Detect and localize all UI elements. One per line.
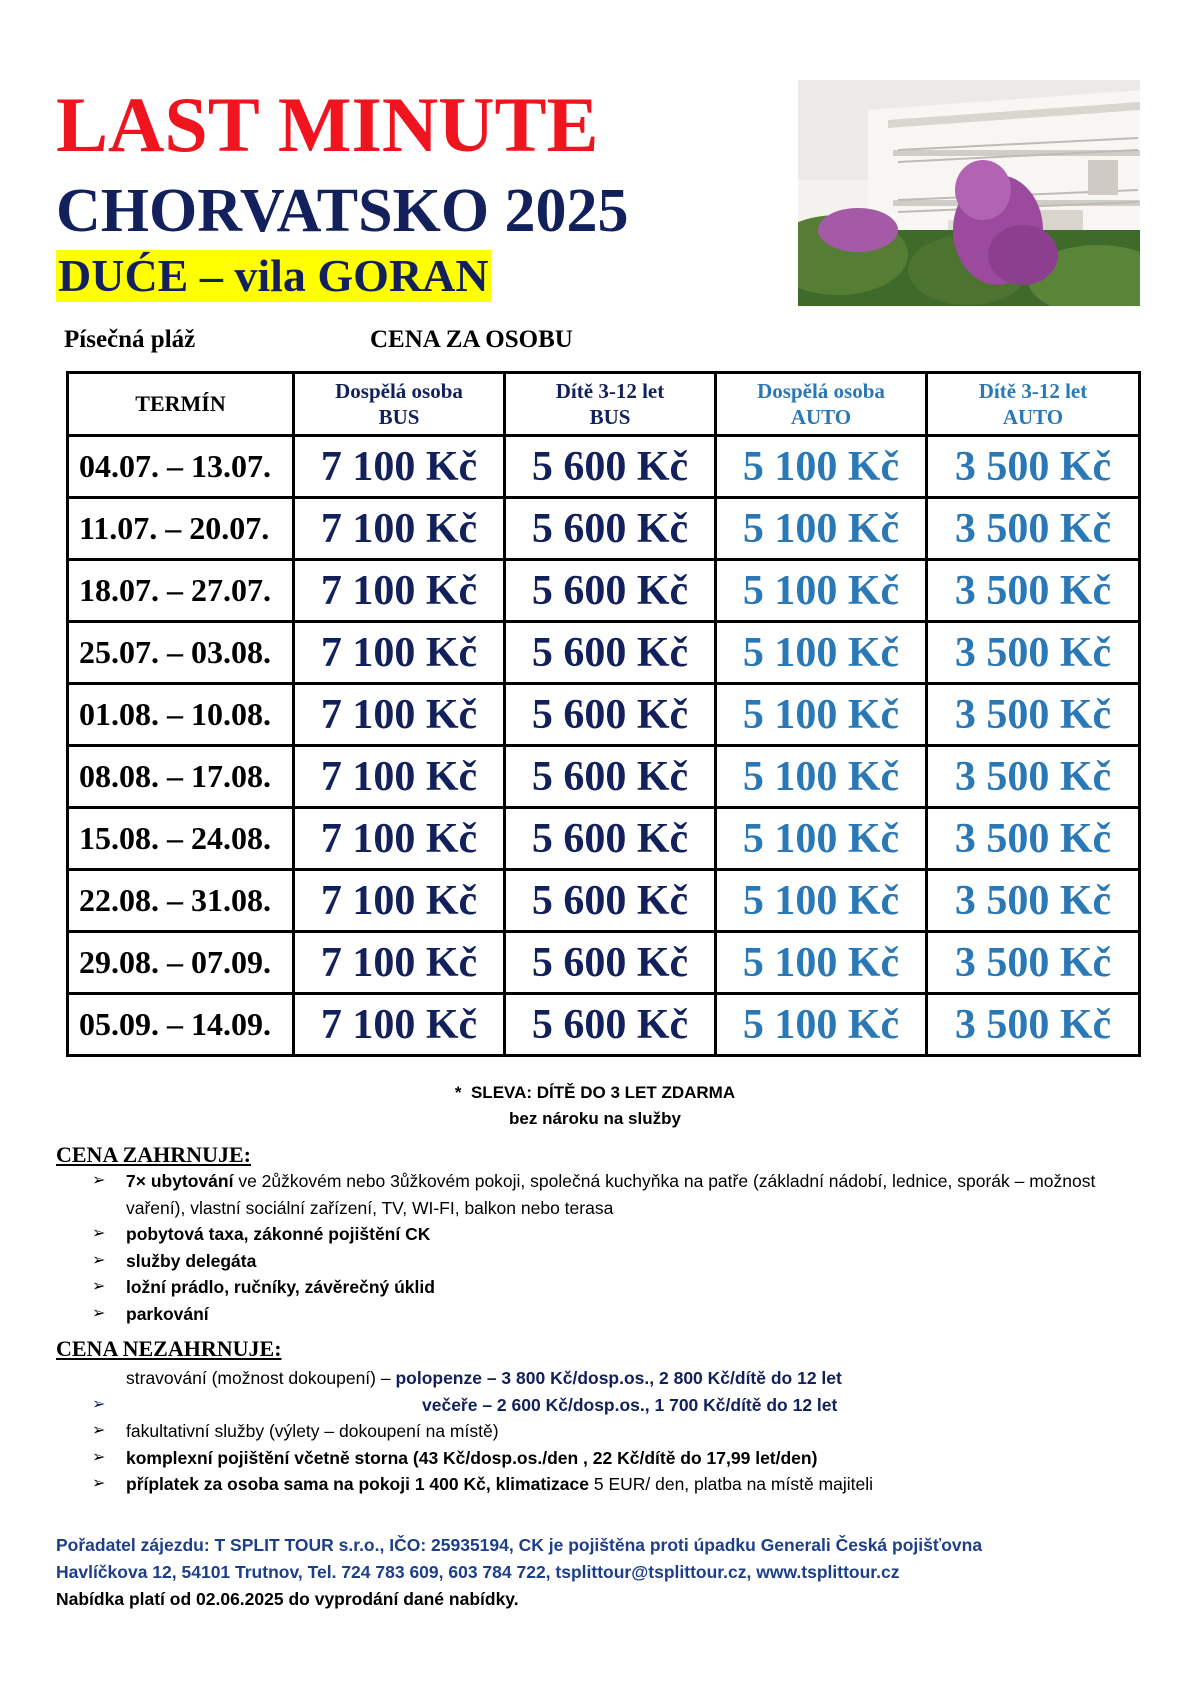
title-villa: DUĆE – vila GORAN — [58, 250, 489, 301]
excluded-dinner: večeře – 2 600 Kč/dosp.os., 1 700 Kč/dítě do 12 let — [422, 1394, 838, 1415]
arrow-bullet-icon: ➢ — [92, 1422, 106, 1439]
price-per-person-label: CENA ZA OSOBU — [370, 326, 573, 353]
term-cell: 22.08. – 31.08. — [68, 870, 294, 932]
list-item — [92, 1221, 1142, 1248]
included-linen: ložní prádlo, ručníky, závěrečný úklid — [126, 1277, 435, 1297]
price-adult-bus: 7 100 Kč — [294, 808, 505, 870]
column-header-label: Dítě 3-12 let — [978, 379, 1088, 403]
list-item — [92, 1471, 1142, 1498]
list-item — [92, 1274, 1142, 1301]
price-child-bus: 5 600 Kč — [505, 746, 716, 808]
arrow-bullet-icon: ➢ — [92, 1172, 106, 1189]
included-list — [92, 1168, 1142, 1327]
price-adult-auto: 5 100 Kč — [716, 746, 927, 808]
term-cell: 11.07. – 20.07. — [68, 498, 294, 560]
discount-condition: bez nároku na služby — [509, 1109, 681, 1128]
excluded-supplement-bold: příplatek za osoba sama na pokoji 1 400 Kč, klimatizace — [126, 1474, 589, 1494]
price-adult-auto: 5 100 Kč — [716, 932, 927, 994]
column-header-term — [68, 373, 294, 436]
price-child-auto: 3 500 Kč — [927, 994, 1140, 1056]
price-child-auto: 3 500 Kč — [927, 746, 1140, 808]
price-child-auto: 3 500 Kč — [927, 436, 1140, 498]
included-delegate: služby delegáta — [126, 1250, 257, 1271]
price-child-bus: 5 600 Kč — [505, 932, 716, 994]
term-cell: 05.09. – 14.09. — [68, 994, 294, 1056]
table-row — [68, 808, 1140, 870]
column-header-transport: AUTO — [790, 405, 852, 429]
price-adult-bus: 7 100 Kč — [294, 932, 505, 994]
price-adult-auto: 5 100 Kč — [716, 994, 927, 1056]
term-cell: 29.08. – 07.09. — [68, 932, 294, 994]
discount-line — [0, 1080, 1190, 1106]
price-child-bus: 5 600 Kč — [505, 498, 716, 560]
title-last-minute: LAST MINUTE — [56, 81, 599, 168]
column-header-adult-auto — [716, 373, 927, 436]
table-row — [68, 684, 1140, 746]
price-child-bus: 5 600 Kč — [505, 808, 716, 870]
table-row — [68, 560, 1140, 622]
term-cell: 18.07. – 27.07. — [68, 560, 294, 622]
arrow-bullet-icon: ➢ — [92, 1225, 106, 1242]
column-header-transport: BUS — [378, 405, 420, 429]
table-row — [68, 498, 1140, 560]
column-header-child-bus — [505, 373, 716, 436]
price-table-header-row — [68, 373, 1140, 436]
excluded-half-board: polopenze – 3 800 Kč/dosp.os., 2 800 Kč/dítě do 12 let — [395, 1368, 842, 1388]
list-item — [92, 1301, 1142, 1328]
price-adult-bus: 7 100 Kč — [294, 436, 505, 498]
footer-contact: Havlíčkova 12, 54101 Trutnov, Tel. 724 783 609, 603 784 722, tsplittour@tsplittour.cz, www.tsplittour.cz — [56, 1562, 900, 1582]
excluded-list — [92, 1365, 1142, 1498]
included-accommodation-bold: 7× ubytování — [126, 1171, 234, 1191]
column-header-label: Dospělá osoba — [757, 379, 885, 403]
included-tax: pobytová taxa, zákonné pojištění CK — [126, 1224, 431, 1244]
footer — [56, 1532, 982, 1613]
price-adult-auto: 5 100 Kč — [716, 622, 927, 684]
price-child-auto: 3 500 Kč — [927, 808, 1140, 870]
excluded-insurance: komplexní pojištění včetně storna (43 Kč/dosp.os./den , 22 Kč/dítě do 17,99 let/den) — [126, 1447, 818, 1468]
price-adult-bus: 7 100 Kč — [294, 746, 505, 808]
price-adult-bus: 7 100 Kč — [294, 560, 505, 622]
column-header-label: TERMÍN — [135, 391, 226, 416]
price-child-bus: 5 600 Kč — [505, 994, 716, 1056]
arrow-bullet-icon: ➢ — [92, 1278, 106, 1295]
arrow-bullet-icon: ➢ — [92, 1251, 106, 1269]
price-adult-bus: 7 100 Kč — [294, 994, 505, 1056]
term-cell: 08.08. – 17.08. — [68, 746, 294, 808]
price-adult-auto: 5 100 Kč — [716, 870, 927, 932]
price-child-auto: 3 500 Kč — [927, 684, 1140, 746]
excluded-board-prefix: stravování (možnost dokoupení) – — [126, 1368, 396, 1388]
price-child-auto: 3 500 Kč — [927, 870, 1140, 932]
price-child-auto: 3 500 Kč — [927, 560, 1140, 622]
price-adult-auto: 5 100 Kč — [716, 498, 927, 560]
price-child-auto: 3 500 Kč — [927, 498, 1140, 560]
footer-validity: Nabídka platí od 02.06.2025 do vyprodání dané nabídky. — [56, 1589, 519, 1609]
price-child-bus: 5 600 Kč — [505, 684, 716, 746]
title-destination: CHORVATSKO 2025 — [56, 177, 629, 245]
term-cell: 15.08. – 24.08. — [68, 808, 294, 870]
included-heading: CENA ZAHRNUJE: — [56, 1142, 251, 1167]
column-header-child-auto — [927, 373, 1140, 436]
price-child-auto: 3 500 Kč — [927, 932, 1140, 994]
excluded-trips: fakultativní služby (výlety – dokoupení na místě) — [126, 1421, 499, 1441]
arrow-bullet-icon: ➢ — [92, 1475, 106, 1492]
table-row — [68, 932, 1140, 994]
footer-organizer: Pořadatel zájezdu: T SPLIT TOUR s.r.o., IČO: 25935194, CK je pojištěna proti úpadku Generali Česká pojišťovna — [56, 1535, 983, 1555]
column-header-label: Dítě 3-12 let — [555, 379, 665, 403]
list-item — [92, 1248, 1142, 1275]
price-table — [66, 371, 1141, 1057]
price-adult-bus: 7 100 Kč — [294, 684, 505, 746]
asterisk: * — [454, 1083, 462, 1102]
price-adult-auto: 5 100 Kč — [716, 560, 927, 622]
excluded-supplement-text: 5 EUR/ den, platba na místě majiteli — [588, 1474, 874, 1494]
table-row — [68, 436, 1140, 498]
table-row — [68, 870, 1140, 932]
price-child-bus: 5 600 Kč — [505, 436, 716, 498]
arrow-bullet-icon: ➢ — [92, 1304, 106, 1322]
table-row — [68, 746, 1140, 808]
price-adult-bus: 7 100 Kč — [294, 622, 505, 684]
column-header-transport: AUTO — [1002, 405, 1064, 429]
included-accommodation-text: ve 2ůžkovém nebo 3ůžkovém pokoji, společná kuchyňka na patře (základní nádobí, lednice, sporák – možnost vaření), vlastní sociální zařízení, TV, WI-FI, balkon nebo terasa — [126, 1171, 1096, 1218]
price-adult-auto: 5 100 Kč — [716, 808, 927, 870]
price-adult-bus: 7 100 Kč — [294, 870, 505, 932]
term-cell: 04.07. – 13.07. — [68, 436, 294, 498]
price-child-auto: 3 500 Kč — [927, 622, 1140, 684]
price-adult-auto: 5 100 Kč — [716, 684, 927, 746]
discount-note — [0, 1080, 1190, 1132]
list-item — [92, 1168, 1142, 1221]
discount-text: SLEVA: DÍTĚ DO 3 LET ZDARMA — [470, 1083, 736, 1102]
table-row — [68, 994, 1140, 1056]
arrow-bullet-icon: ➢ — [92, 1395, 106, 1413]
list-item — [92, 1365, 1142, 1392]
price-adult-auto: 5 100 Kč — [716, 436, 927, 498]
included-parking: parkování — [126, 1303, 209, 1324]
price-child-bus: 5 600 Kč — [505, 870, 716, 932]
price-child-bus: 5 600 Kč — [505, 622, 716, 684]
beach-label: Písečná pláž — [64, 326, 196, 353]
price-adult-bus: 7 100 Kč — [294, 498, 505, 560]
excluded-heading: CENA NEZAHRNUJE: — [56, 1336, 282, 1361]
villa-photo — [798, 80, 1140, 306]
term-cell: 01.08. – 10.08. — [68, 684, 294, 746]
list-item — [92, 1418, 1142, 1445]
table-row — [68, 622, 1140, 684]
column-header-transport: BUS — [589, 405, 631, 429]
list-item — [92, 1445, 1142, 1472]
column-header-label: Dospělá osoba — [335, 379, 463, 403]
column-header-adult-bus — [294, 373, 505, 436]
arrow-bullet-icon: ➢ — [92, 1448, 106, 1466]
list-item — [92, 1392, 1142, 1419]
term-cell: 25.07. – 03.08. — [68, 622, 294, 684]
price-child-bus: 5 600 Kč — [505, 560, 716, 622]
